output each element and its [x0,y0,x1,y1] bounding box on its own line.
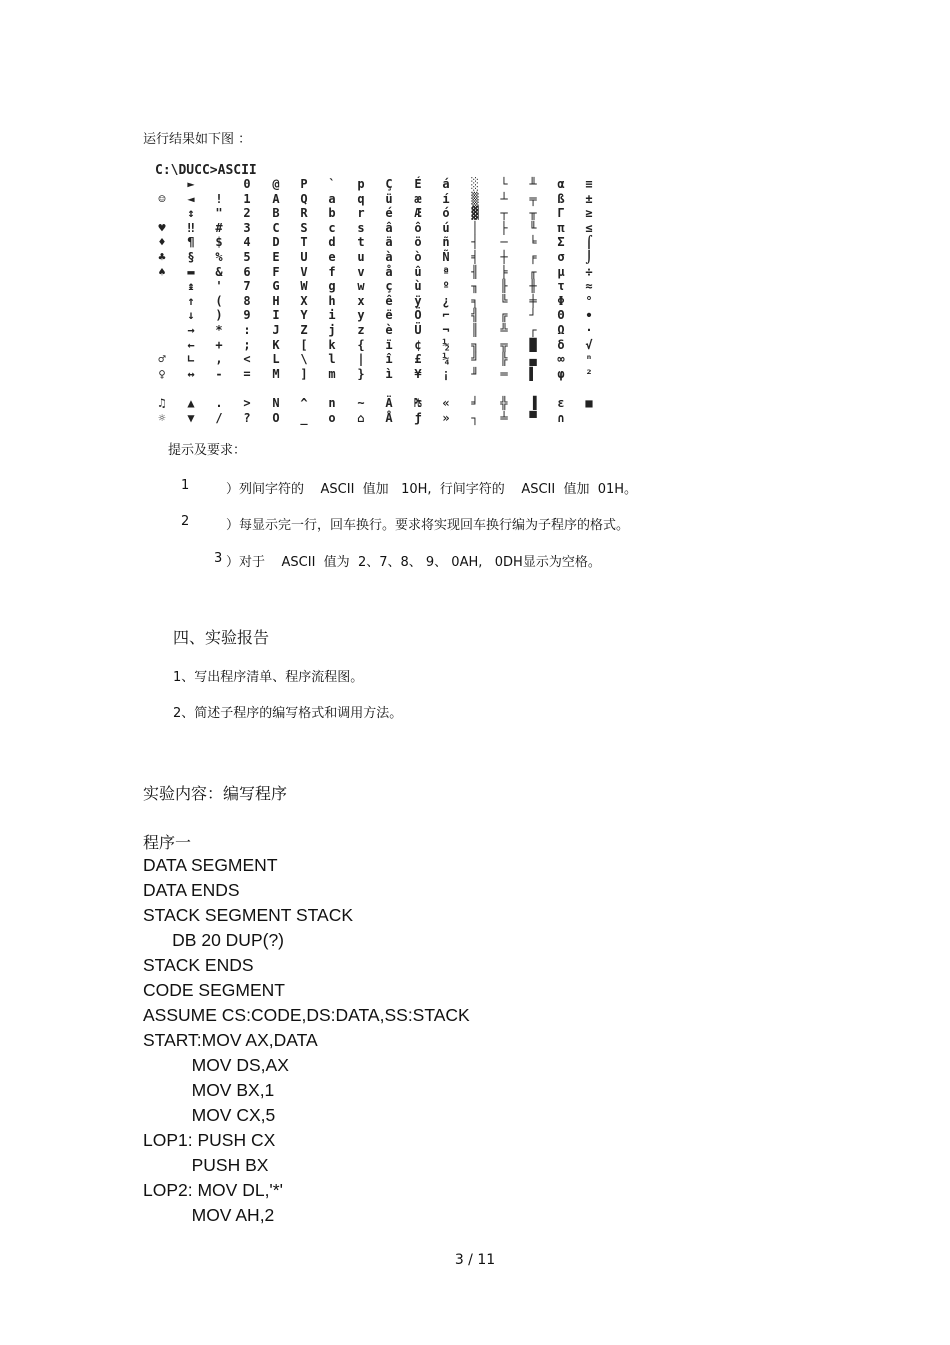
ascii-column: á í ó ú ñ Ñ ª º ¿ ⌐ ¬ ½ ¼ ¡ « » [442,177,450,425]
ascii-column: Ç ü é â ä à å ç ê ë è ï î ì Ä Å [385,177,393,425]
ascii-column: ` a b c d e f g h i j k l m n o [328,177,336,425]
ascii-column: p q r s t u v w x y z { | } ~ ⌂ [357,177,365,425]
code-line: STACK SEGMENT STACK [143,905,354,925]
ascii-column: 0 1 2 3 4 5 6 7 8 9 : ; < = > ? [243,177,251,425]
page-number: 3 / 11 [454,1252,496,1268]
code-line: PUSH BX [143,1155,269,1175]
ascii-column: ☺ ♥ ♦ ♣ ♠ ♂ ♀ ♫ ☼ [158,191,166,425]
ascii-column: @ A B C D E F G H I J K L M N O [272,177,280,425]
ascii-column: É æ Æ ô ö ò û ù ÿ Ö Ü ¢ £ ¥ ₧ ƒ [414,177,422,425]
code-line: MOV AH,2 [143,1205,275,1225]
code-line: MOV DS,AX [143,1055,289,1075]
code-line: DB 20 DUP(?) [143,930,285,950]
hint-3-text: ）对于 ASCII 值为 2、7、8、 9、 0AH, 0DH显示为空格。 [226,555,601,570]
code-line: LOP1: PUSH CX [143,1130,276,1150]
hint-1-num: 1 [181,478,190,493]
code-line: MOV BX,1 [143,1080,275,1100]
hint-2-num: 2 [181,514,190,529]
code-line: DATA SEGMENT [143,855,278,875]
content-title: 实验内容：编写程序 [143,784,288,803]
ascii-output-screenshot [155,163,605,425]
report-item-1: 1、写出程序清单、程序流程图。 [173,670,364,685]
hint-3-num: 3 [214,551,223,566]
ascii-column: α ß Γ π Σ σ µ τ Φ Θ Ω δ ∞ φ ε ∩ [557,177,565,425]
program-code [143,853,470,1228]
dos-command: C:\DUCC>ASCII [155,163,257,178]
code-line: MOV CX,5 [143,1105,276,1125]
hint-2-text: ）每显示完一行，回车换行。要求将实现回车换行编为子程序的格式。 [226,518,630,533]
code-line: DATA ENDS [143,880,240,900]
code-line: LOP2: MOV DL,'*' [143,1180,283,1200]
section-report-title: 四、实验报告 [173,628,270,647]
ascii-column: └ ┴ ┬ ├ ─ ┼ ╞ ╟ ╚ ╔ ╩ ╦ ╠ ═ ╬ ╧ [500,177,508,425]
ascii-column: ! " # $ % & ' ( ) * + , - . / [215,191,223,425]
ascii-column: ► ◄ ↕ ‼ ¶ § ▬ ↨ ↑ ↓ → ← ∟ ↔ ▲ ▼ [187,177,195,425]
code-line: STACK ENDS [143,955,254,975]
code-line: ASSUME CS:CODE,DS:DATA,SS:STACK [143,1005,470,1025]
hint-1-text: ）列间字符的 ASCII 值加 10H, 行间字符的 ASCII 值加 01H。 [226,482,638,497]
intro-text: 运行结果如下图 ： [143,132,252,147]
ascii-column: ≡ ± ≥ ≤ ⌠ ⌡ ÷ ≈ ° ∙ · √ ⁿ ² ■ [585,177,593,410]
ascii-column: ░ ▒ ▓ │ ┤ ╡ ╢ ╖ ╕ ╣ ║ ╗ ╝ ╜ ╛ ┐ [471,177,479,425]
ascii-column: ╨ ╤ ╥ ╙ ╘ ╒ ╓ ╫ ╪ ┘ ┌ █ ▄ ▌ ▐ ▀ [529,177,537,425]
code-line: START:MOV AX,DATA [143,1030,318,1050]
code-line: CODE SEGMENT [143,980,285,1000]
hints-title: 提示及要求： [168,443,247,458]
ascii-column: P Q R S T U V W X Y Z [ \ ] ^ _ [300,177,308,425]
program-title: 程序一 [143,833,192,852]
report-item-2: 2、简述子程序的编写格式和调用方法。 [173,706,403,721]
